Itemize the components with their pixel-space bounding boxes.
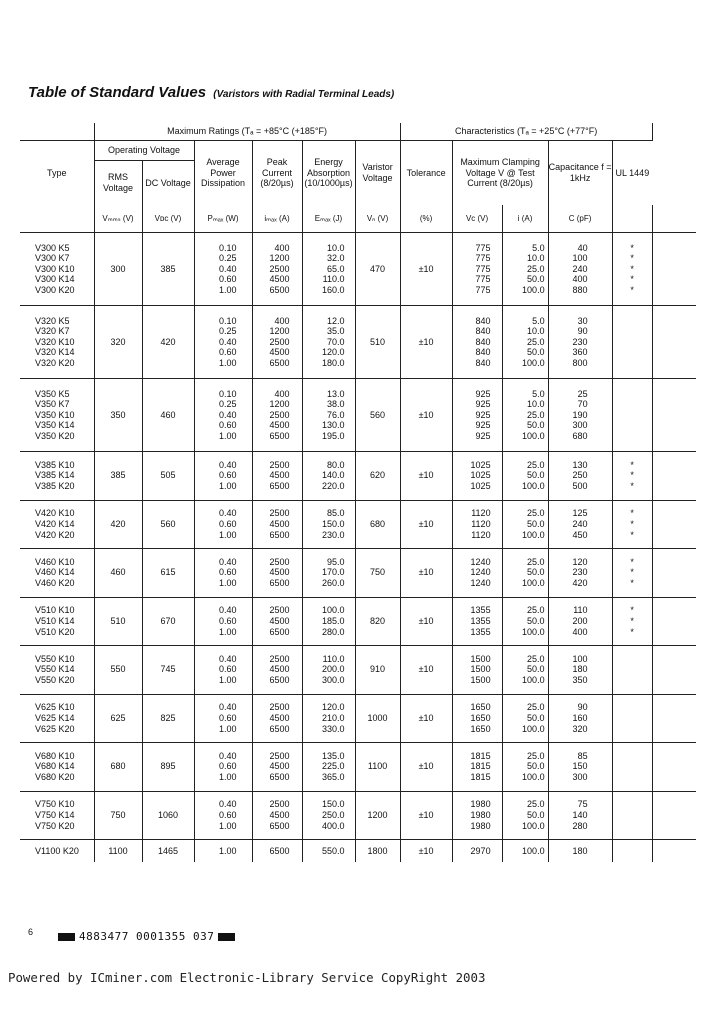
header-characteristics: Characteristics (Tₐ = +25°C (+77°F) bbox=[400, 123, 652, 141]
cell-type: V750 K10 V750 K14 V750 K20 bbox=[20, 791, 94, 840]
cell-peak: 2500 4500 6500 bbox=[252, 646, 302, 695]
cell-cap: 30 90 230 360 800 bbox=[548, 306, 612, 379]
cell-energy: 150.0 250.0 400.0 bbox=[302, 791, 355, 840]
header-capacitance: Capacitance f = 1kHz bbox=[548, 141, 612, 206]
cell-cap: 120 230 420 bbox=[548, 549, 612, 598]
cell-cap: 180 bbox=[548, 840, 612, 863]
cell-cap: 75 140 280 bbox=[548, 791, 612, 840]
cell-tolerance: ±10 bbox=[400, 379, 452, 452]
cell-vn: 1000 bbox=[355, 694, 400, 743]
cell-vc: 1815 1815 1815 bbox=[452, 743, 502, 792]
cell-vc: 1025 1025 1025 bbox=[452, 452, 502, 501]
cell-cap: 110 200 400 bbox=[548, 597, 612, 646]
cell-ul bbox=[612, 694, 652, 743]
cell-dc: 505 bbox=[142, 452, 194, 501]
cell-vn: 1200 bbox=[355, 791, 400, 840]
cell-cap: 100 180 350 bbox=[548, 646, 612, 695]
cell-vc: 2970 bbox=[452, 840, 502, 863]
cell-i: 25.0 50.0 100.0 bbox=[502, 452, 548, 501]
title-main: Table of Standard Values bbox=[28, 84, 207, 101]
cell-vc: 1355 1355 1355 bbox=[452, 597, 502, 646]
cell-vn: 510 bbox=[355, 306, 400, 379]
unit-vc: Vᴄ (V) bbox=[452, 205, 502, 233]
cell-peak: 400 1200 2500 4500 6500 bbox=[252, 379, 302, 452]
cell-dc: 745 bbox=[142, 646, 194, 695]
cell-vn: 470 bbox=[355, 233, 400, 306]
cell-rms: 625 bbox=[94, 694, 142, 743]
header-tolerance: Tolerance bbox=[400, 141, 452, 206]
cell-energy: 120.0 210.0 330.0 bbox=[302, 694, 355, 743]
cell-ul bbox=[612, 306, 652, 379]
barcode-strip bbox=[54, 930, 239, 943]
cell-vn: 620 bbox=[355, 452, 400, 501]
cell-tolerance: ±10 bbox=[400, 306, 452, 379]
cell-dc: 895 bbox=[142, 743, 194, 792]
cell-energy: 135.0 225.0 365.0 bbox=[302, 743, 355, 792]
page-number: 6 bbox=[28, 927, 34, 937]
cell-tolerance: ±10 bbox=[400, 233, 452, 306]
table-row bbox=[20, 306, 696, 379]
cell-peak: 2500 4500 6500 bbox=[252, 452, 302, 501]
cell-rms: 460 bbox=[94, 549, 142, 598]
header-varistor-voltage: Varistor Voltage bbox=[355, 141, 400, 206]
cell-blank bbox=[652, 840, 696, 863]
table-row bbox=[20, 500, 696, 549]
cell-energy: 13.0 38.0 76.0 130.0 195.0 bbox=[302, 379, 355, 452]
cell-peak: 400 1200 2500 4500 6500 bbox=[252, 233, 302, 306]
table-row bbox=[20, 452, 696, 501]
cell-vc: 775 775 775 775 775 bbox=[452, 233, 502, 306]
cell-peak: 2500 4500 6500 bbox=[252, 549, 302, 598]
cell-vc: 840 840 840 840 840 bbox=[452, 306, 502, 379]
cell-dc: 1465 bbox=[142, 840, 194, 863]
standard-values-table bbox=[20, 123, 696, 862]
cell-blank bbox=[652, 306, 696, 379]
cell-i: 25.0 50.0 100.0 bbox=[502, 791, 548, 840]
header-dc-voltage: DC Voltage bbox=[142, 161, 194, 206]
cell-ul bbox=[612, 646, 652, 695]
cell-i: 5.0 10.0 25.0 50.0 100.0 bbox=[502, 306, 548, 379]
cell-blank bbox=[652, 791, 696, 840]
cell-ul: * * * bbox=[612, 597, 652, 646]
cell-tolerance: ±10 bbox=[400, 694, 452, 743]
cell-ul: * * * bbox=[612, 500, 652, 549]
table-row bbox=[20, 840, 696, 863]
cell-dc: 615 bbox=[142, 549, 194, 598]
cell-ul bbox=[612, 791, 652, 840]
cell-power: 0.10 0.25 0.40 0.60 1.00 bbox=[194, 306, 252, 379]
cell-ul: * * * bbox=[612, 452, 652, 501]
cell-rms: 385 bbox=[94, 452, 142, 501]
cell-vn: 680 bbox=[355, 500, 400, 549]
cell-blank bbox=[652, 597, 696, 646]
cell-vc: 1500 1500 1500 bbox=[452, 646, 502, 695]
barcode-bar-left bbox=[58, 933, 75, 941]
cell-dc: 385 bbox=[142, 233, 194, 306]
cell-dc: 460 bbox=[142, 379, 194, 452]
cell-i: 25.0 50.0 100.0 bbox=[502, 743, 548, 792]
table-row bbox=[20, 379, 696, 452]
page-title bbox=[28, 84, 394, 101]
header-energy-absorption: Energy Absorption (10/1000µs) bbox=[302, 141, 355, 206]
cell-power: 0.40 0.60 1.00 bbox=[194, 452, 252, 501]
header-ul: UL 1449 bbox=[612, 141, 652, 206]
cell-vc: 1980 1980 1980 bbox=[452, 791, 502, 840]
cell-type: V460 K10 V460 K14 V460 K20 bbox=[20, 549, 94, 598]
cell-type: V420 K10 V420 K14 V420 K20 bbox=[20, 500, 94, 549]
cell-vc: 1120 1120 1120 bbox=[452, 500, 502, 549]
units-row bbox=[20, 205, 696, 233]
cell-tolerance: ±10 bbox=[400, 452, 452, 501]
cell-ul bbox=[612, 379, 652, 452]
cell-energy: 10.0 32.0 65.0 110.0 160.0 bbox=[302, 233, 355, 306]
cell-rms: 750 bbox=[94, 791, 142, 840]
cell-i: 25.0 50.0 100.0 bbox=[502, 694, 548, 743]
cell-energy: 95.0 170.0 260.0 bbox=[302, 549, 355, 598]
unit-peak: iₘₐₓ (A) bbox=[252, 205, 302, 233]
header-type: Type bbox=[46, 167, 67, 178]
cell-cap: 85 150 300 bbox=[548, 743, 612, 792]
barcode-text: 4883477 0001355 037 bbox=[79, 930, 215, 943]
cell-i: 100.0 bbox=[502, 840, 548, 863]
cell-blank bbox=[652, 549, 696, 598]
cell-tolerance: ±10 bbox=[400, 597, 452, 646]
cell-ul: * * * bbox=[612, 549, 652, 598]
cell-rms: 420 bbox=[94, 500, 142, 549]
cell-type: V550 K10 V550 K14 V550 K20 bbox=[20, 646, 94, 695]
cell-rms: 550 bbox=[94, 646, 142, 695]
cell-power: 0.10 0.25 0.40 0.60 1.00 bbox=[194, 233, 252, 306]
table-row bbox=[20, 233, 696, 306]
cell-type: V320 K5 V320 K7 V320 K10 V320 K14 V320 K20 bbox=[20, 306, 94, 379]
cell-rms: 510 bbox=[94, 597, 142, 646]
cell-vn: 1100 bbox=[355, 743, 400, 792]
cell-i: 25.0 50.0 100.0 bbox=[502, 500, 548, 549]
cell-rms: 300 bbox=[94, 233, 142, 306]
table-row bbox=[20, 743, 696, 792]
cell-tolerance: ±10 bbox=[400, 646, 452, 695]
header-max-ratings: Maximum Ratings (Tₐ = +85°C (+185°F) bbox=[94, 123, 400, 141]
cell-power: 0.40 0.60 1.00 bbox=[194, 743, 252, 792]
cell-energy: 12.0 35.0 70.0 120.0 180.0 bbox=[302, 306, 355, 379]
title-subtitle: (Varistors with Radial Terminal Leads) bbox=[213, 89, 395, 100]
cell-peak: 2500 4500 6500 bbox=[252, 597, 302, 646]
cell-peak: 2500 4500 6500 bbox=[252, 694, 302, 743]
cell-peak: 6500 bbox=[252, 840, 302, 863]
unit-dc: Vᴅᴄ (V) bbox=[142, 205, 194, 233]
cell-power: 0.10 0.25 0.40 0.60 1.00 bbox=[194, 379, 252, 452]
header-operating-voltage: Operating Voltage bbox=[94, 141, 194, 161]
cell-i: 25.0 50.0 100.0 bbox=[502, 549, 548, 598]
cell-i: 25.0 50.0 100.0 bbox=[502, 597, 548, 646]
header-max-clamping: Maximum Clamping Voltage V @ Test Current (8/20µs) bbox=[452, 141, 548, 206]
cell-peak: 2500 4500 6500 bbox=[252, 743, 302, 792]
cell-type: V300 K5 V300 K7 V300 K10 V300 K14 V300 K20 bbox=[20, 233, 94, 306]
cell-dc: 1060 bbox=[142, 791, 194, 840]
cell-tolerance: ±10 bbox=[400, 791, 452, 840]
cell-power: 0.40 0.60 1.00 bbox=[194, 597, 252, 646]
cell-vn: 560 bbox=[355, 379, 400, 452]
cell-vn: 1800 bbox=[355, 840, 400, 863]
cell-dc: 670 bbox=[142, 597, 194, 646]
barcode-bar-right bbox=[218, 933, 235, 941]
cell-i: 5.0 10.0 25.0 50.0 100.0 bbox=[502, 233, 548, 306]
cell-peak: 2500 4500 6500 bbox=[252, 500, 302, 549]
cell-power: 0.40 0.60 1.00 bbox=[194, 500, 252, 549]
header-peak-current: Peak Current (8/20µs) bbox=[252, 141, 302, 206]
cell-blank bbox=[652, 452, 696, 501]
cell-power: 1.00 bbox=[194, 840, 252, 863]
cell-blank bbox=[652, 694, 696, 743]
cell-type: V680 K10 V680 K14 V680 K20 bbox=[20, 743, 94, 792]
cell-power: 0.40 0.60 1.00 bbox=[194, 646, 252, 695]
cell-blank bbox=[652, 379, 696, 452]
cell-blank bbox=[652, 500, 696, 549]
cell-energy: 110.0 200.0 300.0 bbox=[302, 646, 355, 695]
cell-power: 0.40 0.60 1.00 bbox=[194, 694, 252, 743]
cell-cap: 25 70 190 300 680 bbox=[548, 379, 612, 452]
cell-dc: 560 bbox=[142, 500, 194, 549]
cell-type: V510 K10 V510 K14 V510 K20 bbox=[20, 597, 94, 646]
unit-energy: Eₘₐₓ (J) bbox=[302, 205, 355, 233]
cell-energy: 85.0 150.0 230.0 bbox=[302, 500, 355, 549]
cell-blank bbox=[652, 743, 696, 792]
cell-type: V350 K5 V350 K7 V350 K10 V350 K14 V350 K20 bbox=[20, 379, 94, 452]
cell-type: V625 K10 V625 K14 V625 K20 bbox=[20, 694, 94, 743]
cell-rms: 680 bbox=[94, 743, 142, 792]
unit-power: Pₘₐₓ (W) bbox=[194, 205, 252, 233]
cell-vn: 910 bbox=[355, 646, 400, 695]
cell-peak: 2500 4500 6500 bbox=[252, 791, 302, 840]
header-avg-power: Average Power Dissipation bbox=[194, 141, 252, 206]
cell-type: V1100 K20 bbox=[35, 845, 79, 856]
unit-tolerance: (%) bbox=[400, 205, 452, 233]
cell-rms: 320 bbox=[94, 306, 142, 379]
cell-ul: * * * * * bbox=[612, 233, 652, 306]
table-row bbox=[20, 597, 696, 646]
cell-vn: 820 bbox=[355, 597, 400, 646]
cell-vc: 925 925 925 925 925 bbox=[452, 379, 502, 452]
cell-energy: 550.0 bbox=[302, 840, 355, 863]
cell-dc: 825 bbox=[142, 694, 194, 743]
table-row bbox=[20, 694, 696, 743]
cell-cap: 40 100 240 400 880 bbox=[548, 233, 612, 306]
cell-vc: 1650 1650 1650 bbox=[452, 694, 502, 743]
cell-blank bbox=[652, 233, 696, 306]
cell-power: 0.40 0.60 1.00 bbox=[194, 791, 252, 840]
cell-energy: 80.0 140.0 220.0 bbox=[302, 452, 355, 501]
cell-energy: 100.0 185.0 280.0 bbox=[302, 597, 355, 646]
cell-tolerance: ±10 bbox=[400, 840, 452, 863]
unit-i: i (A) bbox=[502, 205, 548, 233]
cell-tolerance: ±10 bbox=[400, 500, 452, 549]
cell-ul bbox=[612, 840, 652, 863]
cell-dc: 420 bbox=[142, 306, 194, 379]
cell-ul bbox=[612, 743, 652, 792]
table-row bbox=[20, 791, 696, 840]
cell-i: 25.0 50.0 100.0 bbox=[502, 646, 548, 695]
cell-rms: 1100 bbox=[94, 840, 142, 863]
table-row bbox=[20, 549, 696, 598]
cell-vn: 750 bbox=[355, 549, 400, 598]
unit-rms: Vₘₘₛ (V) bbox=[94, 205, 142, 233]
unit-vn: Vₙ (V) bbox=[355, 205, 400, 233]
cell-tolerance: ±10 bbox=[400, 743, 452, 792]
cell-power: 0.40 0.60 1.00 bbox=[194, 549, 252, 598]
table-row bbox=[20, 646, 696, 695]
unit-cap: C (pF) bbox=[548, 205, 612, 233]
header-rms-voltage: RMS Voltage bbox=[94, 161, 142, 206]
cell-tolerance: ±10 bbox=[400, 549, 452, 598]
cell-peak: 400 1200 2500 4500 6500 bbox=[252, 306, 302, 379]
powered-by-banner: Powered by ICminer.com Electronic-Library Service CopyRight 2003 bbox=[8, 970, 486, 985]
cell-rms: 350 bbox=[94, 379, 142, 452]
cell-cap: 90 160 320 bbox=[548, 694, 612, 743]
cell-cap: 130 250 500 bbox=[548, 452, 612, 501]
cell-cap: 125 240 450 bbox=[548, 500, 612, 549]
cell-type: V385 K10 V385 K14 V385 K20 bbox=[20, 452, 94, 501]
cell-i: 5.0 10.0 25.0 50.0 100.0 bbox=[502, 379, 548, 452]
cell-vc: 1240 1240 1240 bbox=[452, 549, 502, 598]
cell-blank bbox=[652, 646, 696, 695]
